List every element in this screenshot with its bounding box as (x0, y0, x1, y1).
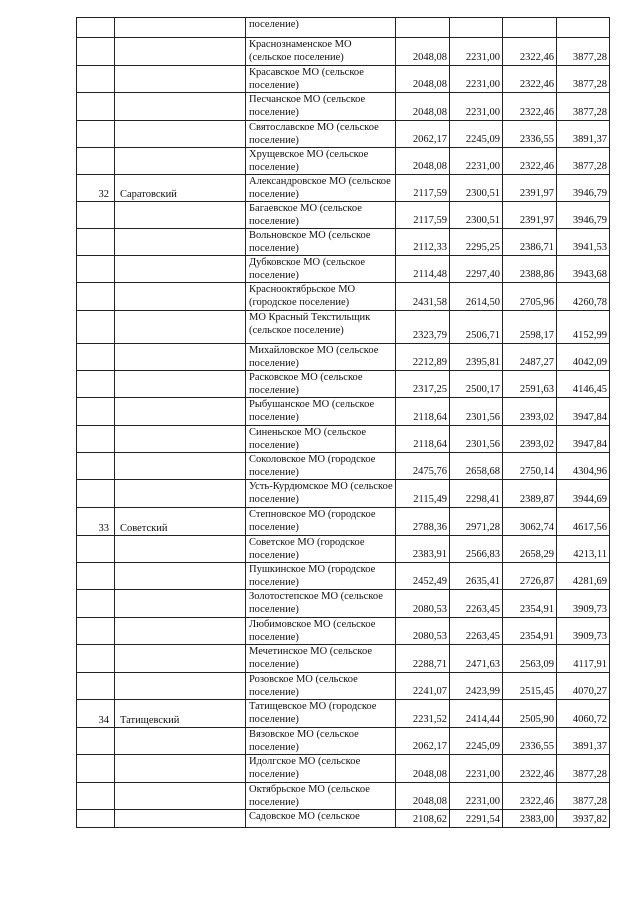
value-cell: 3062,74 (503, 508, 557, 536)
municipality-name-cell: Татищевское МО (городское поселение) (246, 700, 396, 728)
value-cell: 2414,44 (450, 700, 503, 728)
value-cell: 2062,17 (396, 728, 450, 755)
district-cell (115, 590, 246, 618)
value-cell: 2336,55 (503, 728, 557, 755)
value-cell: 2231,52 (396, 700, 450, 728)
row-number-cell (77, 728, 115, 755)
value-cell: 2048,08 (396, 755, 450, 783)
value-cell: 2423,99 (450, 673, 503, 700)
municipality-name-cell: Любимовское МО (сельское поселение) (246, 618, 396, 645)
municipality-name-cell: Розовское МО (сельское поселение) (246, 673, 396, 700)
value-cell (450, 18, 503, 38)
table-row (77, 590, 610, 618)
value-cell: 2383,00 (503, 810, 557, 828)
district-cell (115, 148, 246, 175)
value-cell: 4304,96 (557, 453, 610, 480)
table-row (77, 453, 610, 480)
value-cell: 2291,54 (450, 810, 503, 828)
district-cell (115, 453, 246, 480)
value-cell: 2263,45 (450, 590, 503, 618)
municipality-name-cell: Александровское МО (сельское поселение) (246, 175, 396, 202)
value-cell: 2118,64 (396, 426, 450, 453)
row-number-cell: 33 (77, 508, 115, 536)
municipality-name-cell: Вольновское МО (сельское поселение) (246, 229, 396, 256)
row-number-cell (77, 783, 115, 810)
row-number-cell (77, 453, 115, 480)
value-cell: 3941,53 (557, 229, 610, 256)
value-cell: 2395,81 (450, 344, 503, 371)
district-cell (115, 344, 246, 371)
table-body (77, 18, 610, 828)
municipality-name-cell: Соколовское МО (городское поселение) (246, 453, 396, 480)
value-cell: 2391,97 (503, 175, 557, 202)
row-number-cell (77, 673, 115, 700)
municipality-name-cell: Идолгское МО (сельское поселение) (246, 755, 396, 783)
value-cell: 2705,96 (503, 283, 557, 311)
district-cell (115, 18, 246, 38)
value-cell: 3877,28 (557, 755, 610, 783)
value-cell: 4070,27 (557, 673, 610, 700)
table-row (77, 93, 610, 121)
district-cell (115, 563, 246, 590)
row-number-cell (77, 93, 115, 121)
table-row (77, 18, 610, 38)
value-cell: 2301,56 (450, 398, 503, 426)
municipality-name-cell: Октябрьское МО (сельское поселение) (246, 783, 396, 810)
district-cell: Советский (115, 508, 246, 536)
value-cell: 3877,28 (557, 66, 610, 93)
value-cell: 3947,84 (557, 426, 610, 453)
table-row (77, 700, 610, 728)
row-number-cell (77, 256, 115, 283)
district-cell (115, 480, 246, 508)
value-cell: 2241,07 (396, 673, 450, 700)
value-cell: 4281,69 (557, 563, 610, 590)
value-cell: 2336,55 (503, 121, 557, 148)
value-cell: 3946,79 (557, 175, 610, 202)
value-cell: 2115,49 (396, 480, 450, 508)
municipality-name-cell: МО Красный Текстильщик (сельское поселение) (246, 311, 396, 344)
row-number-cell (77, 38, 115, 66)
municipality-name-cell: Хрущевское МО (сельское поселение) (246, 148, 396, 175)
district-cell (115, 371, 246, 398)
value-cell: 2500,17 (450, 371, 503, 398)
value-cell: 2263,45 (450, 618, 503, 645)
municipality-name-cell: Рыбушанское МО (сельское поселение) (246, 398, 396, 426)
value-cell: 3891,37 (557, 121, 610, 148)
table-row (77, 480, 610, 508)
district-cell (115, 311, 246, 344)
district-cell (115, 728, 246, 755)
row-number-cell (77, 810, 115, 828)
district-cell: Саратовский (115, 175, 246, 202)
value-cell: 2354,91 (503, 590, 557, 618)
municipality-name-cell: Садовское МО (сельское (246, 810, 396, 828)
row-number-cell (77, 590, 115, 618)
table-row (77, 371, 610, 398)
district-cell (115, 66, 246, 93)
value-cell: 2386,71 (503, 229, 557, 256)
value-cell: 3947,84 (557, 398, 610, 426)
value-cell: 2506,71 (450, 311, 503, 344)
district-cell (115, 256, 246, 283)
municipality-name-cell: Багаевское МО (сельское поселение) (246, 202, 396, 229)
value-cell: 4213,11 (557, 536, 610, 563)
value-cell: 2323,79 (396, 311, 450, 344)
table-row (77, 645, 610, 673)
district-cell (115, 645, 246, 673)
row-number-cell (77, 66, 115, 93)
value-cell: 2726,87 (503, 563, 557, 590)
district-cell (115, 755, 246, 783)
value-cell: 4260,78 (557, 283, 610, 311)
value-cell: 2048,08 (396, 148, 450, 175)
value-cell: 2048,08 (396, 66, 450, 93)
table-row (77, 283, 610, 311)
table-row (77, 563, 610, 590)
municipality-name-cell: Пушкинское МО (городское поселение) (246, 563, 396, 590)
value-cell: 2971,28 (450, 508, 503, 536)
value-cell (503, 18, 557, 38)
table-row (77, 148, 610, 175)
value-cell: 2117,59 (396, 202, 450, 229)
value-cell: 2322,46 (503, 66, 557, 93)
value-cell: 2231,00 (450, 38, 503, 66)
table-row (77, 755, 610, 783)
value-cell: 2048,08 (396, 93, 450, 121)
value-cell: 2301,56 (450, 426, 503, 453)
table-row (77, 344, 610, 371)
value-cell: 2322,46 (503, 93, 557, 121)
table-row (77, 229, 610, 256)
table-row (77, 536, 610, 563)
value-cell: 2231,00 (450, 93, 503, 121)
row-number-cell (77, 536, 115, 563)
district-cell (115, 229, 246, 256)
tariff-table (76, 17, 610, 828)
value-cell: 2566,83 (450, 536, 503, 563)
row-number-cell (77, 398, 115, 426)
municipality-name-cell: Усть-Курдюмское МО (сельское поселение) (246, 480, 396, 508)
value-cell: 2300,51 (450, 175, 503, 202)
value-cell: 2322,46 (503, 38, 557, 66)
value-cell: 2245,09 (450, 121, 503, 148)
row-number-cell (77, 121, 115, 148)
table-row (77, 783, 610, 810)
value-cell: 4117,91 (557, 645, 610, 673)
row-number-cell (77, 480, 115, 508)
value-cell: 3909,73 (557, 618, 610, 645)
district-cell (115, 38, 246, 66)
table-row (77, 311, 610, 344)
table-row (77, 38, 610, 66)
value-cell: 3946,79 (557, 202, 610, 229)
district-cell (115, 121, 246, 148)
value-cell: 2487,27 (503, 344, 557, 371)
row-number-cell (77, 618, 115, 645)
row-number-cell (77, 229, 115, 256)
municipality-name-cell: Краснооктябрьское МО (городское поселение) (246, 283, 396, 311)
value-cell: 2298,41 (450, 480, 503, 508)
value-cell: 2475,76 (396, 453, 450, 480)
value-cell: 4152,99 (557, 311, 610, 344)
value-cell: 2317,25 (396, 371, 450, 398)
municipality-name-cell: Степновское МО (городское поселение) (246, 508, 396, 536)
value-cell: 3877,28 (557, 148, 610, 175)
table-row (77, 673, 610, 700)
value-cell: 2658,68 (450, 453, 503, 480)
value-cell: 2322,46 (503, 755, 557, 783)
value-cell: 2393,02 (503, 426, 557, 453)
value-cell: 2231,00 (450, 148, 503, 175)
value-cell: 2598,17 (503, 311, 557, 344)
row-number-cell (77, 371, 115, 398)
value-cell: 2108,62 (396, 810, 450, 828)
value-cell (557, 18, 610, 38)
value-cell: 2563,09 (503, 645, 557, 673)
table-row (77, 66, 610, 93)
value-cell: 2788,36 (396, 508, 450, 536)
district-cell (115, 783, 246, 810)
value-cell: 4060,72 (557, 700, 610, 728)
municipality-name-cell: Красавское МО (сельское поселение) (246, 66, 396, 93)
table-row (77, 175, 610, 202)
district-cell (115, 810, 246, 828)
value-cell: 2515,45 (503, 673, 557, 700)
value-cell: 2212,89 (396, 344, 450, 371)
table-row (77, 121, 610, 148)
value-cell: 2117,59 (396, 175, 450, 202)
municipality-name-cell: Мечетинское МО (сельское поселение) (246, 645, 396, 673)
district-cell (115, 673, 246, 700)
row-number-cell (77, 563, 115, 590)
row-number-cell (77, 755, 115, 783)
value-cell: 2118,64 (396, 398, 450, 426)
district-cell (115, 93, 246, 121)
value-cell: 2471,63 (450, 645, 503, 673)
value-cell: 2288,71 (396, 645, 450, 673)
municipality-name-cell: Святославское МО (сельское поселение) (246, 121, 396, 148)
value-cell: 3909,73 (557, 590, 610, 618)
value-cell: 2614,50 (450, 283, 503, 311)
municipality-name-cell: Советское МО (городское поселение) (246, 536, 396, 563)
table-row (77, 256, 610, 283)
value-cell: 2452,49 (396, 563, 450, 590)
district-cell (115, 202, 246, 229)
municipality-name-cell: Песчанское МО (сельское поселение) (246, 93, 396, 121)
district-cell (115, 398, 246, 426)
district-cell (115, 618, 246, 645)
district-cell (115, 283, 246, 311)
value-cell: 2389,87 (503, 480, 557, 508)
value-cell: 3944,69 (557, 480, 610, 508)
value-cell: 2391,97 (503, 202, 557, 229)
municipality-name-cell: Синеньское МО (сельское поселение) (246, 426, 396, 453)
value-cell: 2062,17 (396, 121, 450, 148)
value-cell: 2431,58 (396, 283, 450, 311)
value-cell: 4617,56 (557, 508, 610, 536)
value-cell: 2080,53 (396, 590, 450, 618)
table-row (77, 728, 610, 755)
value-cell: 2322,46 (503, 148, 557, 175)
value-cell: 2354,91 (503, 618, 557, 645)
table-row (77, 618, 610, 645)
value-cell: 2383,91 (396, 536, 450, 563)
value-cell: 2114,48 (396, 256, 450, 283)
table-row (77, 508, 610, 536)
value-cell: 2393,02 (503, 398, 557, 426)
value-cell: 2048,08 (396, 38, 450, 66)
value-cell: 2231,00 (450, 66, 503, 93)
municipality-name-cell: Дубковское МО (сельское поселение) (246, 256, 396, 283)
district-cell: Татищевский (115, 700, 246, 728)
value-cell: 2048,08 (396, 783, 450, 810)
value-cell: 2505,90 (503, 700, 557, 728)
value-cell: 2231,00 (450, 755, 503, 783)
value-cell: 4042,09 (557, 344, 610, 371)
municipality-name-cell: Краснознаменское МО (сельское поселение) (246, 38, 396, 66)
row-number-cell (77, 344, 115, 371)
value-cell: 3891,37 (557, 728, 610, 755)
value-cell (396, 18, 450, 38)
row-number-cell (77, 426, 115, 453)
municipality-name-cell: Михайловское МО (сельское поселение) (246, 344, 396, 371)
row-number-cell (77, 645, 115, 673)
value-cell: 2245,09 (450, 728, 503, 755)
row-number-cell (77, 311, 115, 344)
row-number-cell (77, 283, 115, 311)
value-cell: 2231,00 (450, 783, 503, 810)
table-row (77, 398, 610, 426)
value-cell: 3877,28 (557, 93, 610, 121)
value-cell: 3943,68 (557, 256, 610, 283)
row-number-cell: 32 (77, 175, 115, 202)
table-row (77, 810, 610, 828)
row-number-cell (77, 18, 115, 38)
value-cell: 2388,86 (503, 256, 557, 283)
table-row (77, 426, 610, 453)
municipality-name-cell: Золотостепское МО (сельское поселение) (246, 590, 396, 618)
value-cell: 2295,25 (450, 229, 503, 256)
district-cell (115, 536, 246, 563)
row-number-cell: 34 (77, 700, 115, 728)
value-cell: 4146,45 (557, 371, 610, 398)
table-row (77, 202, 610, 229)
value-cell: 3877,28 (557, 38, 610, 66)
value-cell: 2635,41 (450, 563, 503, 590)
value-cell: 2300,51 (450, 202, 503, 229)
municipality-name-cell: Вязовское МО (сельское поселение) (246, 728, 396, 755)
municipality-name-cell: Расковское МО (сельское поселение) (246, 371, 396, 398)
value-cell: 3937,82 (557, 810, 610, 828)
row-number-cell (77, 148, 115, 175)
municipality-name-cell: поселение) (246, 18, 396, 38)
value-cell: 2658,29 (503, 536, 557, 563)
value-cell: 2750,14 (503, 453, 557, 480)
value-cell: 2112,33 (396, 229, 450, 256)
value-cell: 2322,46 (503, 783, 557, 810)
value-cell: 2297,40 (450, 256, 503, 283)
value-cell: 2591,63 (503, 371, 557, 398)
district-cell (115, 426, 246, 453)
value-cell: 2080,53 (396, 618, 450, 645)
row-number-cell (77, 202, 115, 229)
value-cell: 3877,28 (557, 783, 610, 810)
